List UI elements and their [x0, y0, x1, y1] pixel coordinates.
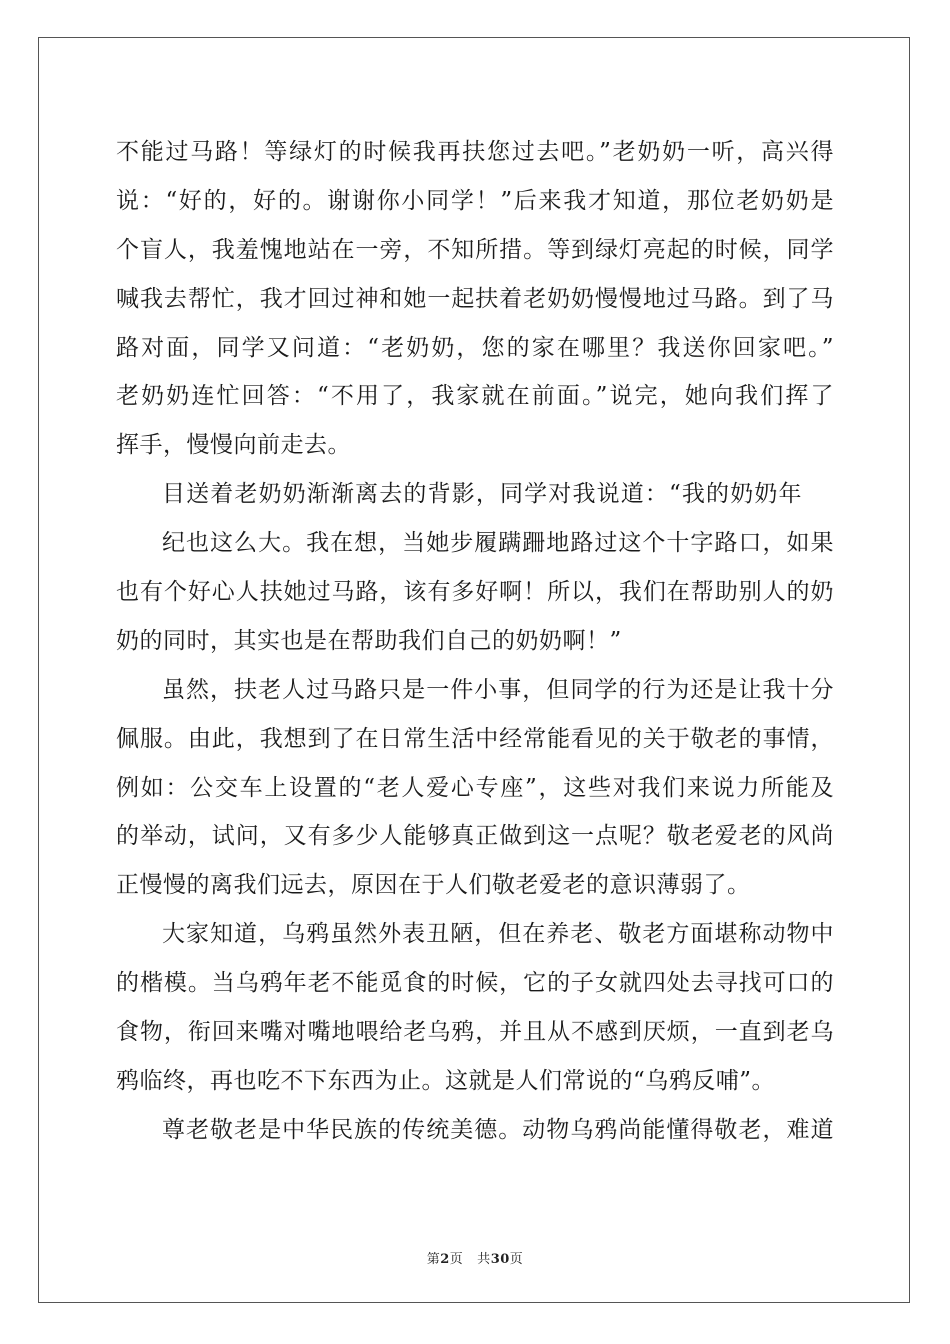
text-line: 目送着老奶奶渐渐离去的背影，同学对我说道：“我的奶奶年: [162, 481, 802, 508]
text-line: 个盲人，我羞愧地站在一旁，不知所措。等到绿灯亮起的时候，同学: [116, 236, 834, 263]
text-line: 的楷模。当乌鸦年老不能觅食的时候，它的子女就四处去寻找可口的: [116, 970, 834, 997]
text-line: 老奶奶连忙回答：“不用了，我家就在前面。”说完，她向我们挥了: [116, 383, 834, 410]
footer-page-suffix: 页: [449, 1252, 464, 1267]
text-line: 例如：公交车上设置的“老人爱心专座”，这些对我们来说力所能及: [116, 774, 834, 801]
text-line: 正慢慢的离我们远去，原因在于人们敬老爱老的意识薄弱了。: [116, 872, 751, 899]
text-line: 也有个好心人扶她过马路，该有多好啊！所以，我们在帮助别人的奶: [116, 579, 834, 606]
text-line: 的举动，试问，又有多少人能够真正做到这一点呢？敬老爱老的风尚: [116, 823, 834, 850]
text-line: 虽然，扶老人过马路只是一件小事，但同学的行为还是让我十分: [162, 676, 834, 703]
text-line: 挥手，慢慢向前走去。: [116, 432, 351, 459]
text-line: 喊我去帮忙，我才回过神和她一起扶着老奶奶慢慢地过马路。到了马: [116, 285, 834, 312]
text-line: 食物，衔回来嘴对嘴地喂给老乌鸦，并且从不感到厌烦，一直到老乌: [116, 1019, 834, 1046]
text-line: 奶的同时，其实也是在帮助我们自己的奶奶啊！”: [116, 627, 622, 654]
footer-prefix: 第: [426, 1252, 441, 1267]
text-line: 佩服。由此，我想到了在日常生活中经常能看见的关于敬老的事情，: [116, 725, 834, 752]
text-line: 说：“好的，好的。谢谢你小同学！”后来我才知道，那位老奶奶是: [116, 187, 834, 214]
text-line: 路对面，同学又问道：“老奶奶，您的家在哪里？我送你回家吧。”: [116, 334, 834, 361]
text-line: 大家知道，乌鸦虽然外表丑陋，但在养老、敬老方面堪称动物中: [162, 921, 834, 948]
current-page-number: 2: [440, 1252, 450, 1267]
text-line: 鸦临终，再也吃不下东西为止。这就是人们常说的“乌鸦反哺”。: [116, 1067, 776, 1094]
page-footer: [0, 1248, 950, 1267]
text-line: 尊老敬老是中华民族的传统美德。动物乌鸦尚能懂得敬老，难道: [162, 1116, 834, 1143]
document-body: [116, 128, 834, 1155]
footer-total-suffix: 页: [509, 1252, 524, 1267]
footer-total-prefix: 共: [477, 1252, 491, 1267]
text-line: 纪也这么大。我在想，当她步履蹒跚地路过这个十字路口，如果: [162, 530, 834, 557]
text-line: 不能过马路！等绿灯的时候我再扶您过去吧。”老奶奶一听，高兴得: [116, 139, 834, 165]
total-page-count: 30: [490, 1252, 510, 1267]
